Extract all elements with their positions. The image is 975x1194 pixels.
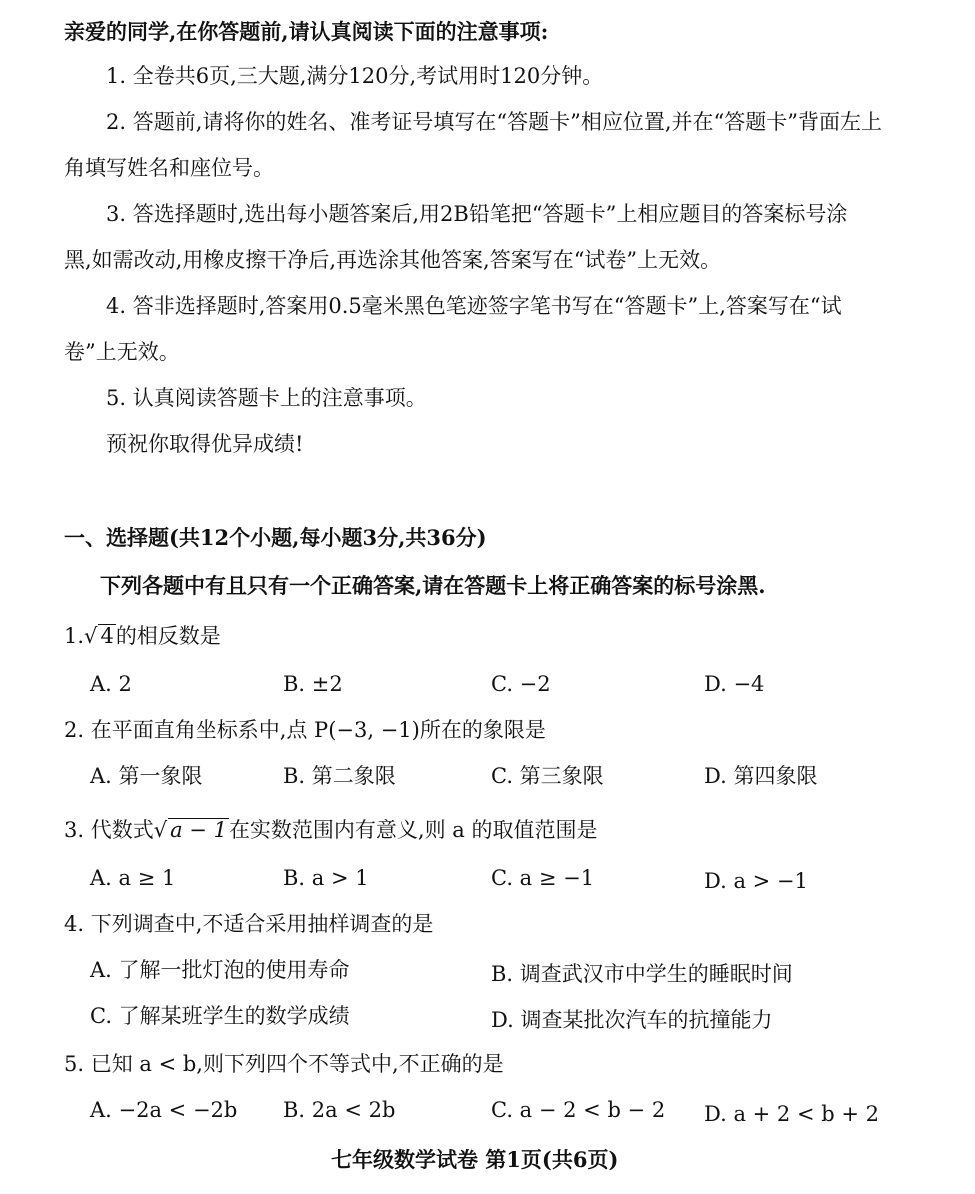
- notice-item-1: 1. 全卷共6页,三大题,满分120分,考试用时120分钟。: [106, 64, 604, 88]
- question-1-stem: [64, 622, 221, 650]
- question-4-option-c: C. 了解某班学生的数学成绩: [90, 1004, 350, 1028]
- question-3-radicand: a − 1: [170, 818, 227, 842]
- question-1-option-b: B. ±2: [283, 672, 343, 696]
- notice-item-4-line-2: 卷”上无效。: [64, 340, 180, 364]
- question-2-option-b: B. 第二象限: [283, 764, 396, 788]
- notice-item-4-line-1: 4. 答非选择题时,答案用0.5毫米黑色笔迹签字笔书写在“答题卡”上,答案写在“试: [106, 294, 842, 318]
- notice-item-5: 5. 认真阅读答题卡上的注意事项。: [106, 386, 427, 410]
- question-5-option-c: C. a − 2 < b − 2: [491, 1098, 666, 1122]
- question-5-option-b: B. 2a < 2b: [283, 1098, 396, 1122]
- notice-item-3-line-1: 3. 答选择题时,选出每小题答案后,用2B铅笔把“答题卡”上相应题目的答案标号涂: [106, 202, 848, 226]
- question-1-radicand: 4: [100, 624, 114, 648]
- question-3-option-c: C. a ≥ −1: [491, 866, 595, 890]
- question-3-stem-text: 在实数范围内有意义,则 a 的取值范围是: [228, 818, 598, 842]
- question-4-option-a: A. 了解一批灯泡的使用寿命: [90, 958, 350, 982]
- section-heading: 一、选择题(共12个小题,每小题3分,共36分): [64, 525, 487, 550]
- question-4-option-b: B. 调查武汉市中学生的睡眠时间: [491, 962, 793, 986]
- question-2-option-a: A. 第一象限: [90, 764, 203, 788]
- question-3-option-a: A. a ≥ 1: [90, 866, 176, 890]
- question-1-number: 1.: [64, 624, 85, 648]
- notice-item-2-line-1: 2. 答题前,请将你的姓名、准考证号填写在“答题卡”相应位置,并在“答题卡”背面左上: [106, 110, 883, 134]
- question-5-option-a: A. −2a < −2b: [90, 1098, 238, 1122]
- radical-sign: √: [153, 818, 168, 842]
- question-2-option-c: C. 第三象限: [491, 764, 604, 788]
- page-footer: 七年级数学试卷 第1页(共6页): [331, 1147, 619, 1172]
- question-2-option-d: D. 第四象限: [704, 764, 818, 788]
- question-1-option-a: A. 2: [90, 672, 132, 696]
- notice-item-2-line-2: 角填写姓名和座位号。: [64, 156, 274, 180]
- question-3-prefix: 3. 代数式: [64, 818, 154, 842]
- question-4-stem: 4. 下列调查中,不适合采用抽样调查的是: [64, 912, 434, 936]
- section-instruction: 下列各题中有且只有一个正确答案,请在答题卡上将正确答案的标号涂黑.: [100, 573, 766, 598]
- notice-title: 亲爱的同学,在你答题前,请认真阅读下面的注意事项:: [64, 19, 549, 44]
- question-5-option-d: D. a + 2 < b + 2: [704, 1102, 879, 1126]
- question-3-option-b: B. a > 1: [283, 866, 369, 890]
- notice-item-3-line-2: 黑,如需改动,用橡皮擦干净后,再选涂其他答案,答案写在“试卷”上无效。: [64, 248, 722, 272]
- question-1-option-c: C. −2: [491, 672, 551, 696]
- question-3-stem: [64, 816, 597, 844]
- question-3-option-d: D. a > −1: [704, 869, 808, 893]
- question-5-stem: 5. 已知 a < b,则下列四个不等式中,不正确的是: [64, 1052, 504, 1076]
- question-2-stem: 2. 在平面直角坐标系中,点 P(−3, −1)所在的象限是: [64, 718, 546, 742]
- radical-sign: √: [84, 624, 98, 648]
- question-1-option-d: D. −4: [704, 672, 765, 696]
- question-1-stem-text: 的相反数是: [115, 624, 221, 648]
- notice-wish: 预祝你取得优异成绩!: [106, 432, 304, 456]
- question-4-option-d: D. 调查某批次汽车的抗撞能力: [491, 1008, 773, 1032]
